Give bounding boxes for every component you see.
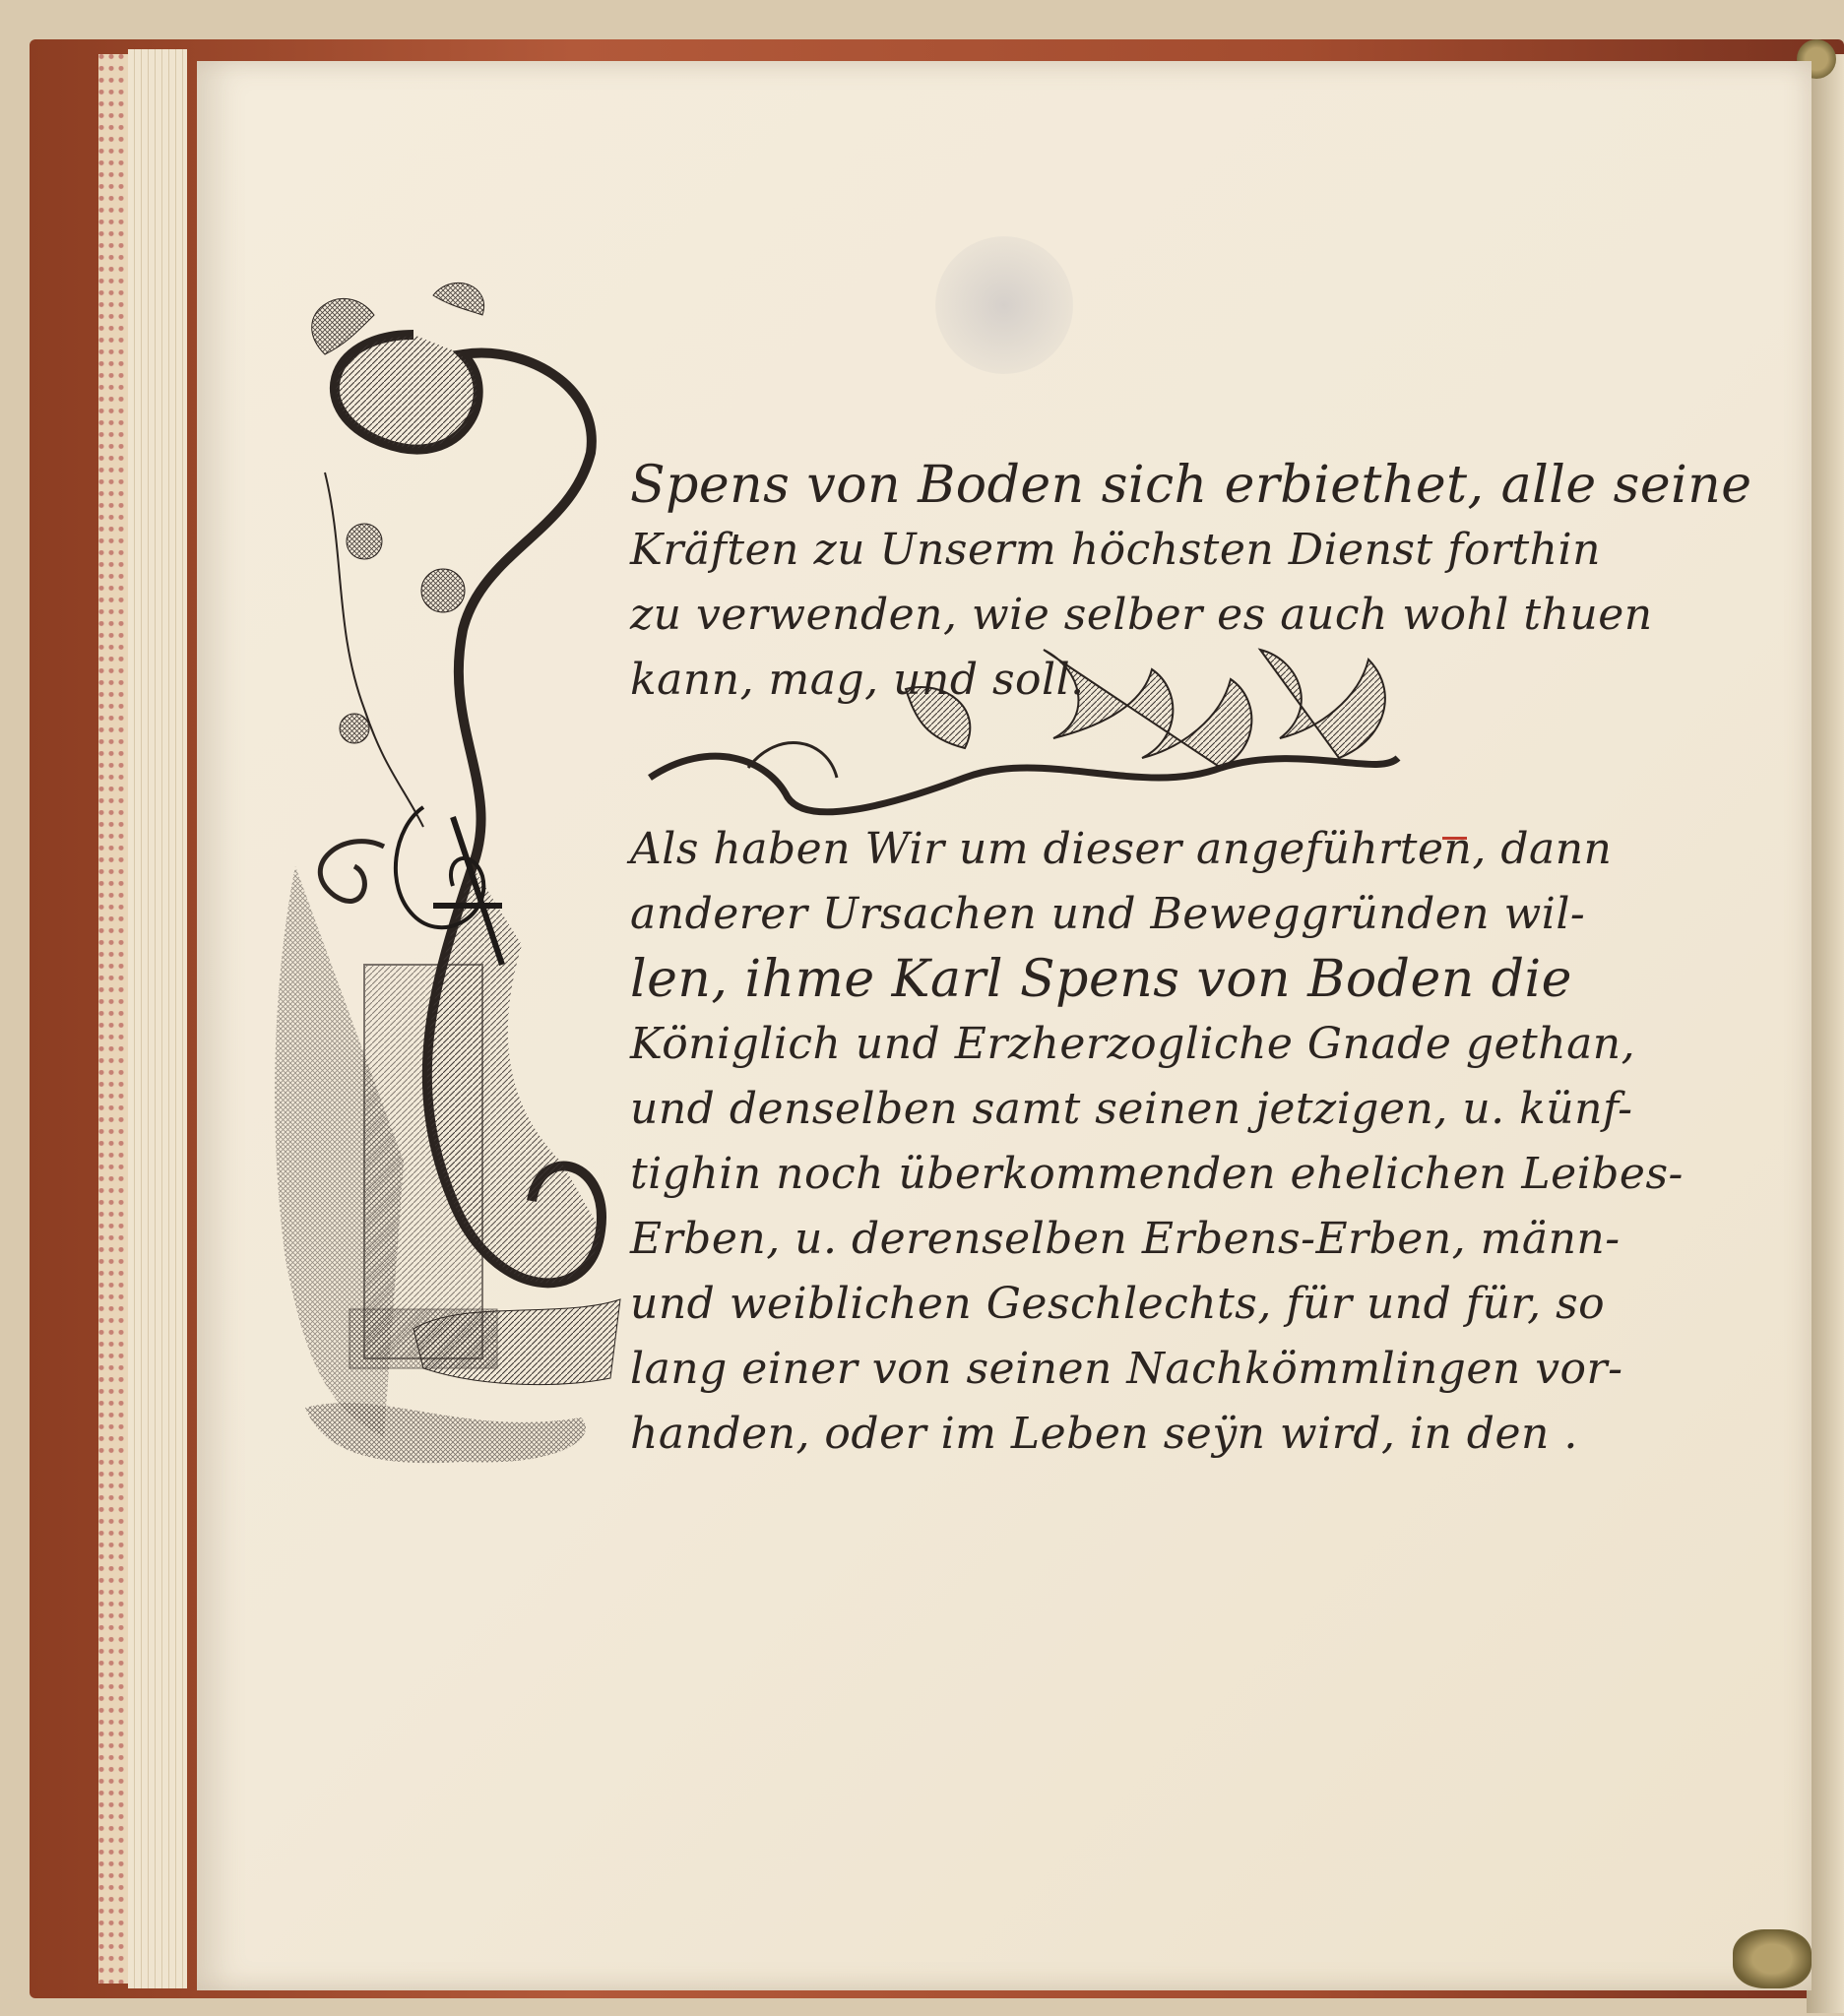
text-line: handen, oder im Leben seÿn wird, in den . xyxy=(630,1409,1578,1459)
marbled-endpaper xyxy=(98,54,128,1984)
decorative-initial-illustration xyxy=(266,276,640,1477)
text-line: Spens von Boden sich erbiethet, alle seine xyxy=(630,456,1752,515)
text-line: kann, mag, und soll. xyxy=(630,655,1085,705)
paragraph-2 xyxy=(630,817,1684,1467)
text-line: tighin noch überkommenden ehelichen Leibes- xyxy=(630,1149,1684,1199)
page-edges xyxy=(128,49,187,1988)
paragraph-1 xyxy=(630,453,1752,713)
text-line: len, ihme Karl Spens von Boden die xyxy=(630,950,1572,1009)
text-line: und denselben samt seinen jetzigen, u. künf- xyxy=(630,1084,1633,1134)
text-line: und weiblichen Geschlechts, für und für, so xyxy=(630,1279,1606,1329)
ink-bleed-stain xyxy=(935,236,1073,374)
text-line: Königlich und Erzherzogliche Gnade gethan, xyxy=(630,1019,1636,1069)
text-line: lang einer von seinen Nachkömmlingen vor- xyxy=(630,1344,1623,1394)
text-line: Kräften zu Unserm höchsten Dienst forthin xyxy=(630,525,1601,575)
facing-page-edge xyxy=(1807,54,1844,2013)
text-line: zu verwenden, wie selber es auch wohl thuen xyxy=(630,590,1653,640)
text-line: anderer Ursachen und Beweggründen wil- xyxy=(630,889,1586,939)
text-line: Erben, u. derenselben Erbens-Erben, männ- xyxy=(630,1214,1621,1264)
text-line: Als haben Wir um dieser angeführten, dann xyxy=(630,824,1613,874)
ribbon-tassel-bottom xyxy=(1733,1929,1812,1988)
